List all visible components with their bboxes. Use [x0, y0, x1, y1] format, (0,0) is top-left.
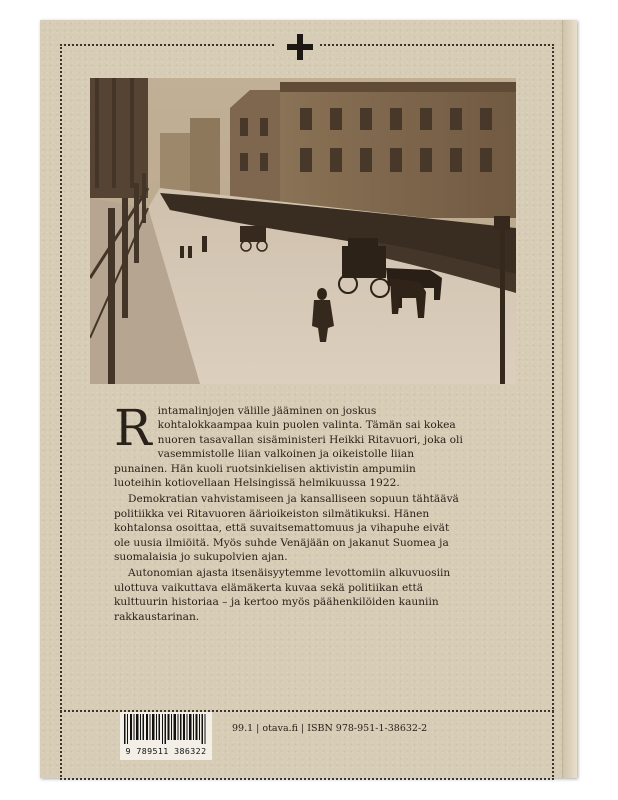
book-back-cover [40, 20, 577, 778]
blurb-text [114, 399, 464, 626]
blurb-paragraph-1 [114, 399, 464, 490]
barcode-bars [120, 712, 212, 744]
barcode-digits: 9 789511 386322 [125, 746, 207, 756]
blurb-paragraph-3: Autonomian ajasta itsenäisyytemme levottomiin alkuvuosiin ulottuva vaikuttava elämäkerta kuvaa sekä politiikan että kulttuurin historiaa – ja kertoo myös päähenkilöiden kauniin rakkaustarinan. [114, 567, 451, 623]
spine-edge [562, 20, 577, 778]
dropcap-letter: R [114, 399, 152, 457]
blurb-paragraph-2: Demokratian vahvistamiseen ja kansalliseen sopuun tähtäävä politiikka vei Ritavuoren äärioikeiston silmätikuksi. Hänen kohtalonsa osoittaa, että suvaitsemattomuus ja vihapuhe eivät ole uusia ilmiöitä. Myös suhde Venäjään on jakanut Suomea ja suomalaisia jo sukupolvien ajan. [114, 493, 459, 564]
blurb-paragraph-1-text: intamalinjojen välille jääminen on joskus kohtalokkaampaa kuin puolen valinta. Tämän sai kokea nuoren tasavallan sisäministeri Heikki Ritavuori, joka oli vasemmistolle liian valkoinen ja oikeistolle liian punainen. Hän kuoli ruotsinkielisen aktivistin ampumiin luoteihin kotiovellaan Helsingissä helmikuussa 1922. [114, 405, 463, 490]
isbn-line: 99.1 | otava.fi | ISBN 978-951-1-38632-2 [232, 723, 428, 734]
funeral-procession-photo [90, 78, 516, 384]
